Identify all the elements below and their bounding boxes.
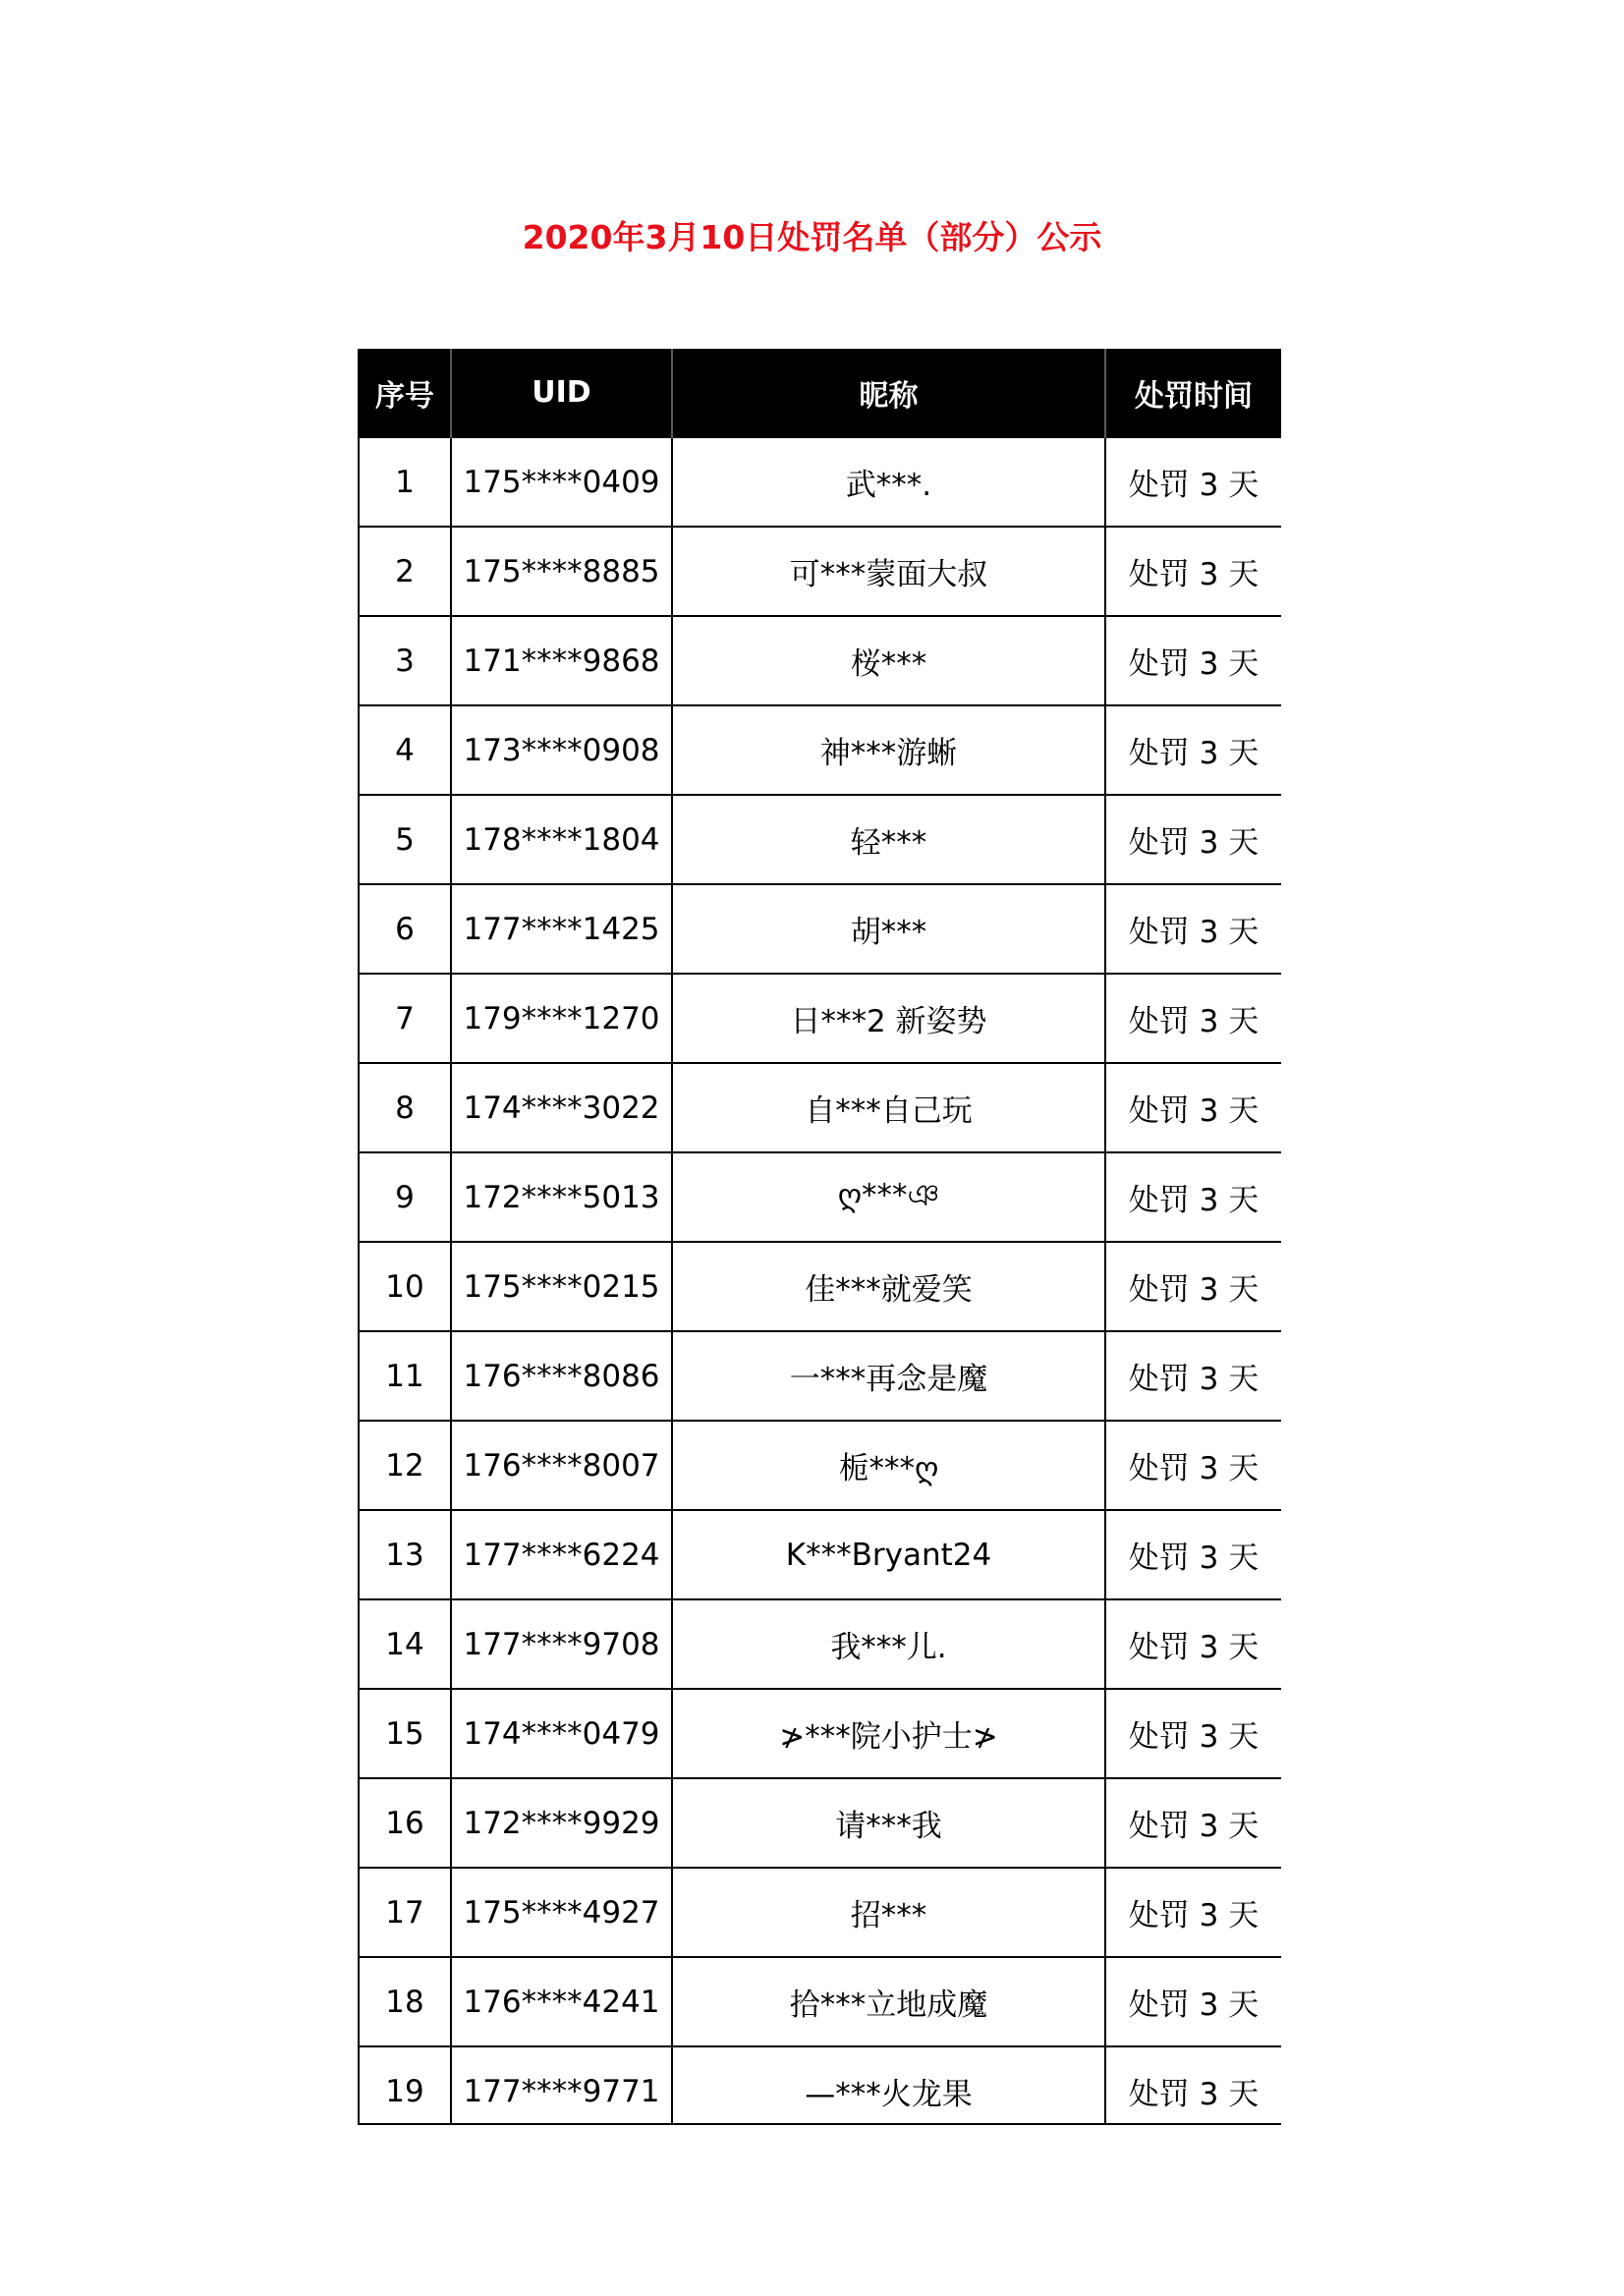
cell-penalty: 处罚 3 天 bbox=[1105, 1599, 1281, 1689]
cell-index: 9 bbox=[359, 1152, 451, 1242]
cell-index: 16 bbox=[359, 1778, 451, 1868]
cell-penalty: 处罚 3 天 bbox=[1105, 1510, 1281, 1599]
cell-penalty: 处罚 3 天 bbox=[1105, 1242, 1281, 1331]
cell-index: 1 bbox=[359, 437, 451, 527]
table-row bbox=[359, 705, 1281, 795]
table-row bbox=[359, 616, 1281, 705]
cell-penalty: 处罚 3 天 bbox=[1105, 1689, 1281, 1778]
cell-uid: 176****8086 bbox=[451, 1331, 672, 1421]
cell-index: 5 bbox=[359, 795, 451, 884]
table-row bbox=[359, 437, 1281, 527]
table-row bbox=[359, 1599, 1281, 1689]
table-row bbox=[359, 527, 1281, 616]
cell-uid: 172****9929 bbox=[451, 1778, 672, 1868]
cell-uid: 177****9708 bbox=[451, 1599, 672, 1689]
cell-nickname: ≯***院小护士≯ bbox=[672, 1689, 1105, 1778]
penalty-table-container bbox=[358, 349, 1281, 2125]
cell-nickname: 自***自己玩 bbox=[672, 1063, 1105, 1152]
cell-penalty: 处罚 3 天 bbox=[1105, 2046, 1281, 2125]
table-body bbox=[359, 437, 1281, 2125]
cell-nickname: 桜*** bbox=[672, 616, 1105, 705]
cell-index: 17 bbox=[359, 1868, 451, 1957]
cell-nickname: 武***. bbox=[672, 437, 1105, 527]
table-row bbox=[359, 1331, 1281, 1421]
cell-uid: 179****1270 bbox=[451, 974, 672, 1063]
cell-uid: 176****4241 bbox=[451, 1957, 672, 2046]
table-row bbox=[359, 1778, 1281, 1868]
cell-penalty: 处罚 3 天 bbox=[1105, 1868, 1281, 1957]
table-row bbox=[359, 2046, 1281, 2125]
header-uid: UID bbox=[451, 349, 672, 437]
table-row bbox=[359, 1510, 1281, 1599]
cell-nickname: 可***蒙面大叔 bbox=[672, 527, 1105, 616]
cell-uid: 173****0908 bbox=[451, 705, 672, 795]
cell-index: 14 bbox=[359, 1599, 451, 1689]
cell-uid: 174****0479 bbox=[451, 1689, 672, 1778]
cell-nickname: 一***再念是魔 bbox=[672, 1331, 1105, 1421]
cell-nickname: 日***2 新姿势 bbox=[672, 974, 1105, 1063]
cell-uid: 178****1804 bbox=[451, 795, 672, 884]
cell-penalty: 处罚 3 天 bbox=[1105, 1957, 1281, 2046]
table-header-row bbox=[359, 349, 1281, 437]
cell-penalty: 处罚 3 天 bbox=[1105, 1421, 1281, 1510]
cell-penalty: 处罚 3 天 bbox=[1105, 1063, 1281, 1152]
cell-penalty: 处罚 3 天 bbox=[1105, 705, 1281, 795]
cell-index: 19 bbox=[359, 2046, 451, 2125]
cell-index: 4 bbox=[359, 705, 451, 795]
cell-uid: 177****6224 bbox=[451, 1510, 672, 1599]
cell-uid: 175****0409 bbox=[451, 437, 672, 527]
cell-uid: 174****3022 bbox=[451, 1063, 672, 1152]
cell-index: 6 bbox=[359, 884, 451, 974]
cell-index: 2 bbox=[359, 527, 451, 616]
cell-nickname: 神***游蜥 bbox=[672, 705, 1105, 795]
cell-nickname: K***Bryant24 bbox=[672, 1510, 1105, 1599]
cell-penalty: 处罚 3 天 bbox=[1105, 795, 1281, 884]
table-row bbox=[359, 1242, 1281, 1331]
cell-uid: 177****9771 bbox=[451, 2046, 672, 2125]
page-title: 2020年3月10日处罚名单（部分）公示 bbox=[522, 218, 1102, 256]
header-penalty: 处罚时间 bbox=[1105, 349, 1281, 437]
cell-nickname: 拾***立地成魔 bbox=[672, 1957, 1105, 2046]
cell-uid: 177****1425 bbox=[451, 884, 672, 974]
cell-nickname: ღ***ঞ bbox=[672, 1152, 1105, 1242]
cell-uid: 176****8007 bbox=[451, 1421, 672, 1510]
cell-penalty: 处罚 3 天 bbox=[1105, 1331, 1281, 1421]
header-index: 序号 bbox=[359, 349, 451, 437]
cell-penalty: 处罚 3 天 bbox=[1105, 1778, 1281, 1868]
cell-uid: 175****4927 bbox=[451, 1868, 672, 1957]
cell-index: 13 bbox=[359, 1510, 451, 1599]
cell-nickname: 请***我 bbox=[672, 1778, 1105, 1868]
cell-index: 15 bbox=[359, 1689, 451, 1778]
cell-penalty: 处罚 3 天 bbox=[1105, 884, 1281, 974]
table-row bbox=[359, 1689, 1281, 1778]
penalty-table bbox=[358, 349, 1281, 2125]
table-row bbox=[359, 795, 1281, 884]
cell-nickname: 栀***ღ bbox=[672, 1421, 1105, 1510]
cell-uid: 172****5013 bbox=[451, 1152, 672, 1242]
cell-uid: 171****9868 bbox=[451, 616, 672, 705]
cell-nickname: 胡*** bbox=[672, 884, 1105, 974]
table-row bbox=[359, 1868, 1281, 1957]
cell-index: 3 bbox=[359, 616, 451, 705]
cell-nickname: 佳***就爱笑 bbox=[672, 1242, 1105, 1331]
cell-penalty: 处罚 3 天 bbox=[1105, 1152, 1281, 1242]
cell-nickname: 轻*** bbox=[672, 795, 1105, 884]
cell-index: 18 bbox=[359, 1957, 451, 2046]
cell-nickname: 我***儿. bbox=[672, 1599, 1105, 1689]
table-row bbox=[359, 1063, 1281, 1152]
header-nickname: 昵称 bbox=[672, 349, 1105, 437]
cell-index: 11 bbox=[359, 1331, 451, 1421]
table-row bbox=[359, 1957, 1281, 2046]
cell-penalty: 处罚 3 天 bbox=[1105, 974, 1281, 1063]
cell-penalty: 处罚 3 天 bbox=[1105, 437, 1281, 527]
cell-index: 7 bbox=[359, 974, 451, 1063]
table-row bbox=[359, 1421, 1281, 1510]
cell-nickname: 招*** bbox=[672, 1868, 1105, 1957]
cell-index: 12 bbox=[359, 1421, 451, 1510]
cell-uid: 175****8885 bbox=[451, 527, 672, 616]
cell-nickname: —***火龙果 bbox=[672, 2046, 1105, 2125]
cell-uid: 175****0215 bbox=[451, 1242, 672, 1331]
table-row bbox=[359, 1152, 1281, 1242]
cell-penalty: 处罚 3 天 bbox=[1105, 616, 1281, 705]
cell-penalty: 处罚 3 天 bbox=[1105, 527, 1281, 616]
cell-index: 10 bbox=[359, 1242, 451, 1331]
table-row bbox=[359, 974, 1281, 1063]
cell-index: 8 bbox=[359, 1063, 451, 1152]
table-row bbox=[359, 884, 1281, 974]
